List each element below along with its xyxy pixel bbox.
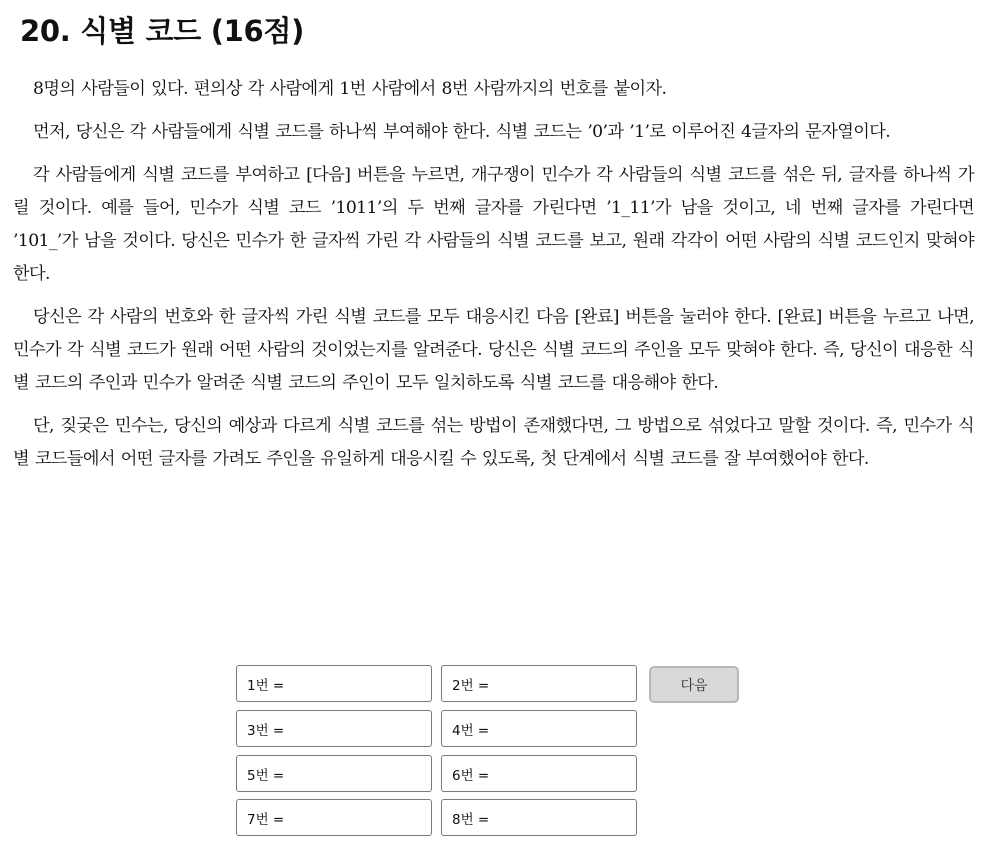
paragraph-assign-codes: 먼저, 당신은 각 사람들에게 식별 코드를 하나씩 부여해야 한다. 식별 코드는 ’0’과 ’1’로 이루어진 4글자의 문자열이다.	[33, 122, 891, 142]
person-6-code-input[interactable]	[441, 755, 637, 792]
code-assignment-form	[236, 665, 746, 840]
person-3-code-input[interactable]	[236, 710, 432, 747]
person-1-code-input[interactable]	[236, 665, 432, 702]
paragraph-masking-rule: 각 사람들에게 식별 코드를 부여하고 [다음] 버튼을 누르면, 개구쟁이 민수가 각 사람들의 식별 코드를 섞은 뒤, 글자를 하나씩 가릴 것이다. 예를 들어, 민수가 식별 코드 ’1011’의 두 번째 글자를 가린다면 ’1_11’가 남을 것이고, 네 번째 글자를 가린다면 ’101_’가 남을 것이다. 당신은 민수가 한 글자씩 가린 각 사람들의 식별 코드를 보고, 원래 각각이 어떤 사람의 식별 코드인지 맞혀야 한다.	[13, 165, 974, 284]
person-7-code-input[interactable]	[236, 799, 432, 836]
person-5-code-input[interactable]	[236, 755, 432, 792]
person-2-code-input[interactable]	[441, 665, 637, 702]
person-8-code-input[interactable]	[441, 799, 637, 836]
person-4-code-input[interactable]	[441, 710, 637, 747]
paragraph-matching-rule: 당신은 각 사람의 번호와 한 글자씩 가린 식별 코드를 모두 대응시킨 다음 [완료] 버튼을 눌러야 한다. [완료] 버튼을 누르고 나면, 민수가 각 식별 코드가 원래 어떤 사람의 것이었는지를 알려준다. 당신은 식별 코드의 주인을 모두 맞혀야 한다. 즉, 당신이 대응한 식별 코드의 주인과 민수가 알려준 식별 코드의 주인이 모두 일치하도록 식별 코드를 대응해야 한다.	[13, 307, 974, 393]
problem-description	[13, 73, 974, 486]
problem-title: 20. 식별 코드 (16점)	[20, 14, 305, 48]
next-button[interactable]: 다음	[649, 666, 739, 703]
paragraph-adversary-note: 단, 짖궂은 민수는, 당신의 예상과 다르게 식별 코드를 섞는 방법이 존재했다면, 그 방법으로 섞었다고 말할 것이다. 즉, 민수가 식별 코드들에서 어떤 글자를 가려도 주인을 유일하게 대응시킬 수 있도록, 첫 단계에서 식별 코드를 잘 부여했어야 한다.	[13, 416, 974, 469]
paragraph-intro: 8명의 사람들이 있다. 편의상 각 사람에게 1번 사람에서 8번 사람까지의 번호를 붙이자.	[33, 79, 667, 99]
